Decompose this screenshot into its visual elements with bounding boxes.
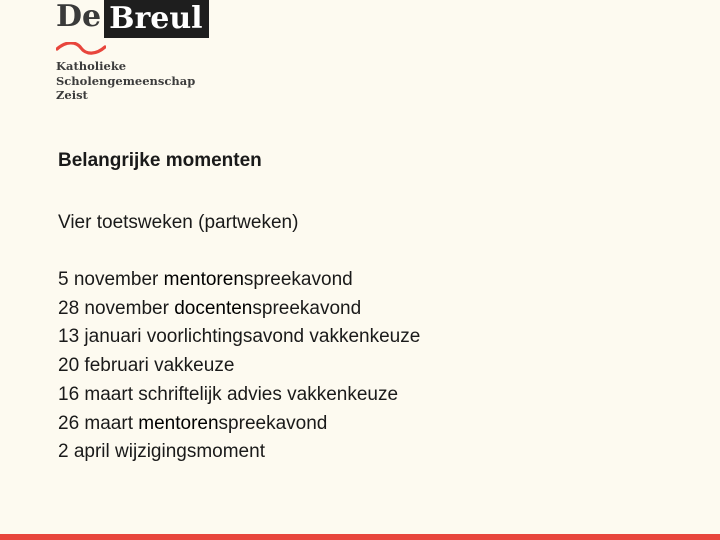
- event-text: 28 november: [58, 297, 175, 319]
- logo-wordmark: [56, 0, 209, 38]
- logo-line: Zeist: [56, 88, 88, 102]
- event-text: spreekavond: [252, 297, 362, 319]
- logo-word-right: Breul: [104, 0, 208, 38]
- event-text: 5 november: [58, 269, 164, 290]
- event-list: [58, 266, 420, 467]
- bottom-accent-bar: [0, 534, 720, 540]
- wave-icon: [56, 42, 106, 56]
- event-highlight: docenten: [174, 297, 253, 319]
- list-item: [58, 381, 420, 410]
- list-item: [58, 323, 420, 352]
- logo-line: Scholengemeenschap: [56, 73, 196, 88]
- slide-subtitle: Vier toetsweken (partweken): [58, 212, 299, 233]
- list-item: [58, 352, 420, 381]
- event-text: 20 februari vakkeuze: [58, 355, 235, 377]
- school-logo: [56, 0, 209, 103]
- event-text: spreekavond: [243, 269, 353, 290]
- logo-line: Katholieke: [56, 59, 127, 73]
- list-item: [58, 438, 420, 467]
- list-item: [58, 295, 420, 324]
- list-item: [58, 410, 420, 439]
- logo-word-left: De: [56, 0, 102, 34]
- event-text: 2 april wijzigingsmoment: [58, 441, 265, 463]
- slide-title: Belangrijke momenten: [58, 150, 262, 171]
- event-highlight: mentoren: [138, 412, 219, 434]
- logo-subtitle: [56, 59, 209, 103]
- event-text: 26 maart: [58, 412, 139, 434]
- event-highlight: mentoren: [163, 269, 244, 290]
- list-item: [58, 266, 420, 295]
- event-text: 16 maart schriftelijk advies vakkenkeuze: [58, 383, 399, 405]
- event-text: 13 januari voorlichtingsavond vakkenkeuze: [58, 326, 421, 348]
- event-text: spreekavond: [218, 412, 328, 434]
